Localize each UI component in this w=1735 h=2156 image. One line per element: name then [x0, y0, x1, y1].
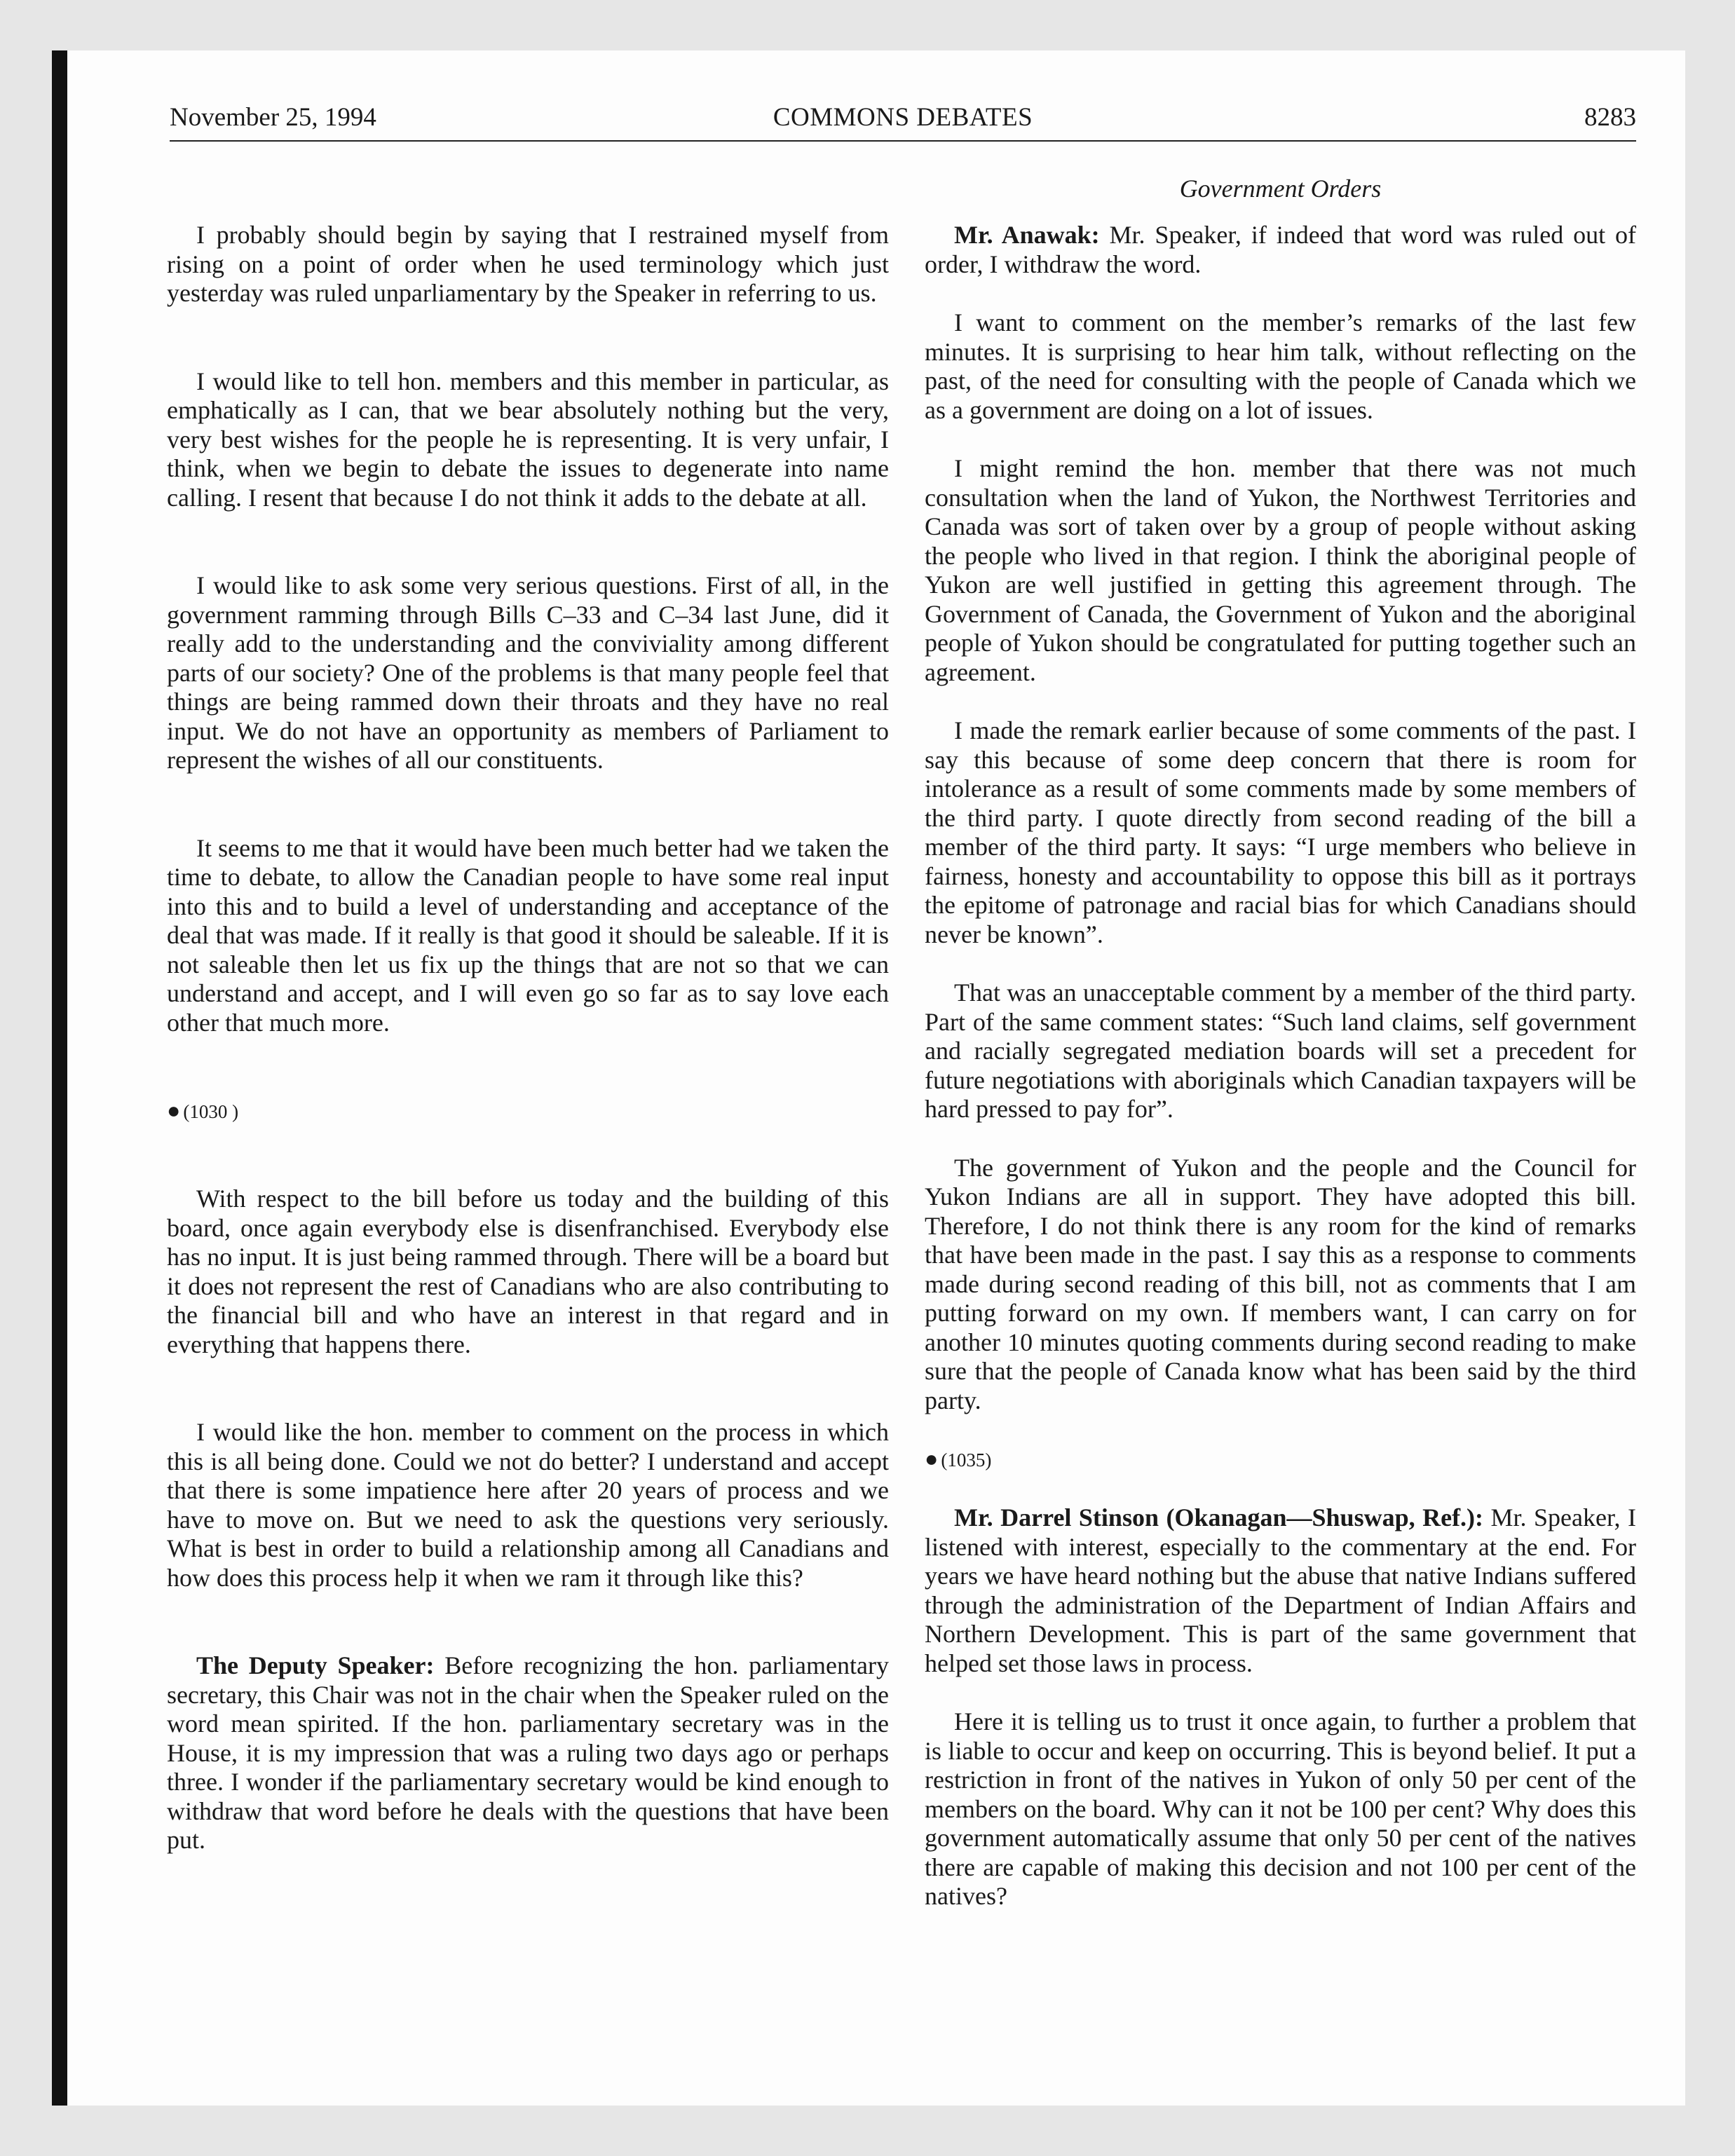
right-column — [925, 221, 1636, 1941]
paragraph: With respect to the bill before us today and the building of this board, once again everybody else is disenfranchised. Everybody else has no input. It is just being rammed through. There will be a board but it does not represent the rest of Canadians who are also contributing to the financial bill and who have an interest in that regard and in everything that happens there. — [167, 1185, 889, 1358]
scan-border-right — [1685, 0, 1735, 2156]
left-column — [167, 221, 889, 1914]
paragraph: It seems to me that it would have been much better had we taken the time to debate, to allow the Canadian people to have some real input into this and to build a level of understanding and acceptance of the deal that was made. If it really is that good it should be saleable. If it is not saleable then let us fix up the things that are not so that we can understand and accept, and I will even go so far as to say love each other that much more. — [167, 833, 889, 1037]
paragraph: I might remind the hon. member that there was not much consultation when the land of Yukon, the Northwest Territories and Canada was sort of taken over by a group of people without asking the people who lived in that region. I think the aboriginal people of Yukon are well justified in getting this agreement through. The Government of Canada, the Government of Yukon and the aboriginal people of Yukon should be congratulated for putting together such an agreement. — [925, 454, 1636, 686]
scan-border-left — [0, 0, 52, 2156]
paragraph: I would like to ask some very serious questions. First of all, in the government ramming through Bills C–33 and C–34 last June, did it really add to the understanding and the conviviality among different parts of our society? One of the problems is that many people feel that things are being rammed down their throats and they have no real input. We do not have an opportunity as members of Parliament to represent the wishes of all our constituents. — [167, 571, 889, 774]
bullet-icon: ● — [925, 1446, 939, 1471]
scan-binding-shadow — [52, 50, 67, 2106]
scan-border-bottom — [0, 2106, 1735, 2156]
paragraph: Here it is telling us to trust it once again, to further a problem that is liable to occur and keep on occurring. This is beyond belief. It put a restriction in front of the natives in Yukon of only 50 per cent of the members on the board. Why can it not be 100 per cent? Why does this government automatically assume that only 50 per cent of the natives there are capable of making this decision and not 100 per cent of the natives? — [925, 1707, 1636, 1910]
section-title: Government Orders — [1179, 175, 1382, 203]
scan-border-top — [0, 0, 1735, 50]
paragraph: I made the remark earlier because of some comments of the past. I say this because of some deep concern that there is room for intolerance as a result of some comments made by some members of the third party. I quote directly from second reading of the bill a member of the third party. It says: “I urge members who believe in fairness, honesty and accountability to oppose this bill as it portrays the epitome of patronage and racial bias for which Canadians should never be known”. — [925, 716, 1636, 948]
time-marker — [167, 1096, 889, 1126]
paragraph: I would like to tell hon. members and this member in particular, as emphatically as I can, that we bear absolutely nothing but the very, very best wishes for the people he is representing. It is very unfair, I think, when we begin to debate the issues to degenerate into name calling. I resent that because I do not think it adds to the debate at all. — [167, 367, 889, 512]
header-rule — [170, 140, 1636, 142]
header-title: COMMONS DEBATES — [773, 103, 1033, 132]
time-marker-label: (1035) — [941, 1449, 992, 1471]
paragraph — [167, 1651, 889, 1855]
time-marker-label: (1030 ) — [183, 1101, 239, 1122]
paragraph: The government of Yukon and the people and the Council for Yukon Indians are all in support. They have adopted this bill. Therefore, I do not think there is any room for the kind of remarks that have been made in the past. I say this as a response to comments made during second reading of this bill, not as comments that I am putting forward on my own. If members want, I can carry on for another 10 minutes quoting comments during second reading to make sure that the people of Canada know what has been said by the third party. — [925, 1153, 1636, 1414]
paragraph: That was an unacceptable comment by a member of the third party. Part of the same comment states: “Such land claims, self government and racially segregated mediation boards will set a precedent for future negotiations with aboriginals which Canadian taxpayers will be hard pressed to pay for”. — [925, 978, 1636, 1123]
speech-text: Mr. Speaker, I listened with interest, especially to the commentary at the end. For years we have heard nothing but the abuse that native Indians suffered through the administration of the Department of Indian Affairs and Northern Development. This is part of the same government that helped set those laws in process. — [925, 1503, 1636, 1677]
speaker-name: The Deputy Speaker: — [196, 1651, 435, 1679]
time-marker — [925, 1445, 1636, 1474]
paragraph — [925, 221, 1636, 279]
bullet-icon: ● — [167, 1098, 181, 1123]
speech-text: Mr. Speaker, if indeed that word was ruled out of order, I withdraw the word. — [925, 221, 1636, 278]
running-header — [170, 102, 1636, 136]
page-number: 8283 — [1584, 103, 1636, 132]
speaker-name: Mr. Darrel Stinson (Okanagan—Shuswap, Ref.): — [954, 1503, 1484, 1531]
speech-text: Before recognizing the hon. parliamentary secretary, this Chair was not in the chair when the Speaker ruled on the word mean spirited. If the hon. parliamentary secretary was in the House, it is my impression that was a ruling two days ago or perhaps three. I wonder if the parliamentary secretary would be kind enough to withdraw that word before he deals with the questions that have been put. — [167, 1651, 889, 1854]
paragraph — [925, 1503, 1636, 1678]
paragraph: I would like the hon. member to comment on the process in which this is all being done. Could we not do better? I understand and accept that there is some impatience here after 20 years of process and we have to move on. But we need to ask the questions very seriously. What is best in order to build a relationship among all Canadians and how does this process help it when we ram it through like this? — [167, 1418, 889, 1592]
paragraph: I want to comment on the member’s remarks of the last few minutes. It is surprising to hear him talk, without reflecting on the past, of the need for consulting with the people of Canada which we as a government are doing on a lot of issues. — [925, 308, 1636, 424]
paragraph: I probably should begin by saying that I restrained myself from rising on a point of order when he used terminology which just yesterday was ruled unparliamentary by the Speaker in referring to us. — [167, 221, 889, 307]
header-date: November 25, 1994 — [170, 103, 376, 132]
speaker-name: Mr. Anawak: — [954, 221, 1100, 249]
